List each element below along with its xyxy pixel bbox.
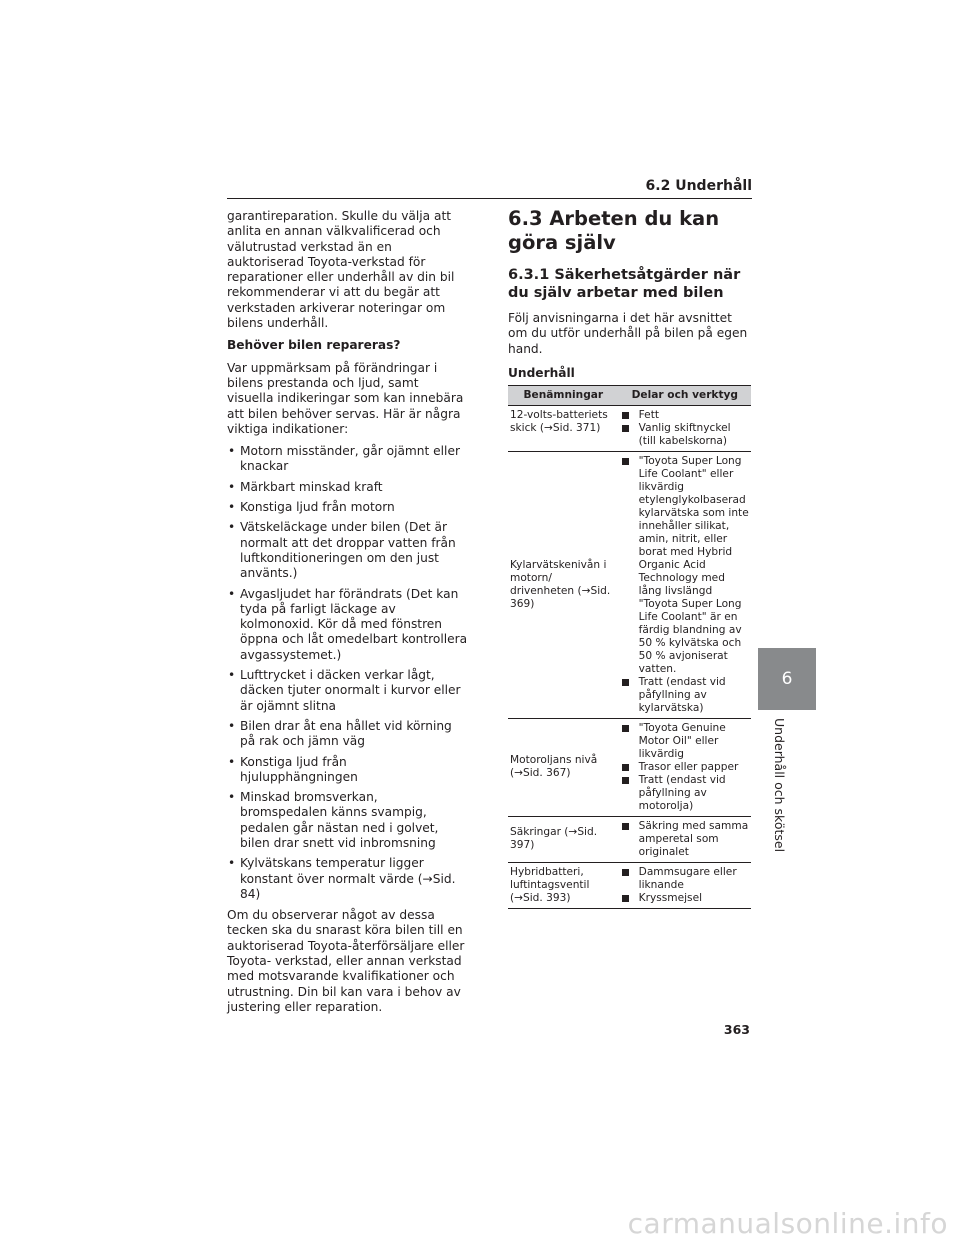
part-item: Kryssmejsel — [621, 892, 749, 905]
row-name: Motoroljans nivå (→Sid. 367) — [508, 718, 619, 816]
part-item: Fett — [621, 409, 749, 422]
table-row — [508, 862, 751, 908]
row-parts — [619, 816, 751, 862]
right-column — [508, 207, 752, 909]
question-heading: Behöver bilen repareras? — [227, 338, 401, 353]
list-item: • Lufttrycket i däcken verkar lågt, däcken tjuter onormalt i kurvor eller är ojämnt slitna — [227, 668, 468, 714]
paragraph-intro: garantireparation. Skulle du välja att anlita en annan välkvalificerad och välutrustad verkstad än en auktoriserad Toyota-verkstad för reparationer eller underhåll av din bil rekommenderar vi att du begär att verkstaden arkiverar noteringar om bilens underhåll. — [227, 209, 455, 331]
part-item: Tratt (endast vid påfyllning av motorolja) — [621, 774, 749, 813]
chapter-side-label: Underhåll och skötsel — [772, 718, 787, 853]
part-item: Vanlig skiftnyckel (till kabelskorna) — [621, 422, 749, 448]
chapter-tab: 6 — [758, 648, 816, 710]
row-parts — [619, 405, 751, 451]
part-item: "Toyota Super Long Life Coolant" eller likvärdig etylenglykolbaserad kylarvätska som inte innehåller silikat, amin, nitrit, eller borat med Hybrid Organic Acid Technology med lång livslängd "Toyota Super Long Life Coolant" är en färdig blandning av 50 % kylvätska och 50 % avjoniserat vatten. — [621, 455, 749, 676]
table-title: Underhåll — [508, 365, 575, 380]
table-row — [508, 718, 751, 816]
row-parts — [619, 718, 751, 816]
part-item: Dammsugare eller liknande — [621, 866, 749, 892]
page-number: 363 — [723, 1022, 750, 1037]
row-name: Hybridbatteri, luftintagsventil (→Sid. 393) — [508, 862, 619, 908]
row-name: Säkringar (→Sid. 397) — [508, 816, 619, 862]
row-parts — [619, 862, 751, 908]
list-item: • Motorn misständer, går ojämnt eller knackar — [227, 444, 468, 475]
list-item: • Kylvätskans temperatur ligger konstant över normalt värde (→Sid. 84) — [227, 856, 468, 902]
paragraph-closing: Om du observerar något av dessa tecken ska du snarast köra bilen till en auktoriserad Toyota-återförsäljare eller Toyota- verkstad, eller annan verkstad med motsvarande kvalifikationer och utrustning. Din bil kan vara i behov av justering eller reparation. — [227, 908, 465, 1014]
list-item: • Bilen drar åt ena hållet vid körning på rak och jämn väg — [227, 719, 468, 750]
maintenance-table — [508, 385, 751, 909]
part-item: Säkring med samma amperetal som originalet — [621, 820, 749, 859]
part-item: Tratt (endast vid påfyllning av kylarvätska) — [621, 676, 749, 715]
row-name: Kylarvätskenivån i motorn/ drivenheten (→Sid. 369) — [508, 451, 619, 718]
table-row — [508, 405, 751, 451]
list-item: • Konstiga ljud från motorn — [227, 500, 468, 515]
section-title: 6.3 Arbeten du kan göra själv — [508, 207, 720, 254]
subsection-intro: Följ anvisningarna i det här avsnittet om du utför underhåll på bilen på egen hand. — [508, 311, 748, 356]
row-parts — [619, 451, 751, 718]
header-rule — [227, 198, 752, 199]
subsection-title: 6.3.1 Säkerhetsåtgärder när du själv arbetar med bilen — [508, 267, 741, 301]
column-header-parts: Delar och verktyg — [619, 385, 751, 405]
part-item: "Toyota Genuine Motor Oil" eller likvärdig — [621, 722, 749, 761]
list-item: • Märkbart minskad kraft — [227, 480, 468, 495]
left-column — [227, 209, 468, 1022]
table-row — [508, 816, 751, 862]
list-item: • Avgasljudet har förändrats (Det kan tyda på farligt läckage av kolmonoxid. Kör då med fönstren öppna och låt omedelbart kontrollera avgassystemet.) — [227, 587, 468, 663]
paragraph-indications: Var uppmärksam på förändringar i bilens prestanda och ljud, samt visuella indikeringar som kan innebära att bilen behöver servas. Här är några viktiga indikationer: — [227, 360, 464, 436]
indication-list — [227, 444, 468, 902]
list-item: • Konstiga ljud från hjulupphängningen — [227, 755, 468, 786]
table-row — [508, 451, 751, 718]
watermark: carmanualsonline.info — [627, 1207, 948, 1240]
list-item: • Vätskeläckage under bilen (Det är normalt att det droppar vatten från luftkonditioneringen om den just använts.) — [227, 520, 468, 581]
part-item: Trasor eller papper — [621, 761, 749, 774]
list-item: • Minskad bromsverkan, bromspedalen känns svampig, pedalen går nästan ned i golvet, bilen drar snett vid inbromsning — [227, 790, 468, 851]
section-header: 6.2 Underhåll — [645, 178, 752, 194]
row-name: 12-volts-batteriets skick (→Sid. 371) — [508, 405, 619, 451]
table-header-row — [508, 385, 751, 405]
column-header-names: Benämningar — [508, 385, 619, 405]
